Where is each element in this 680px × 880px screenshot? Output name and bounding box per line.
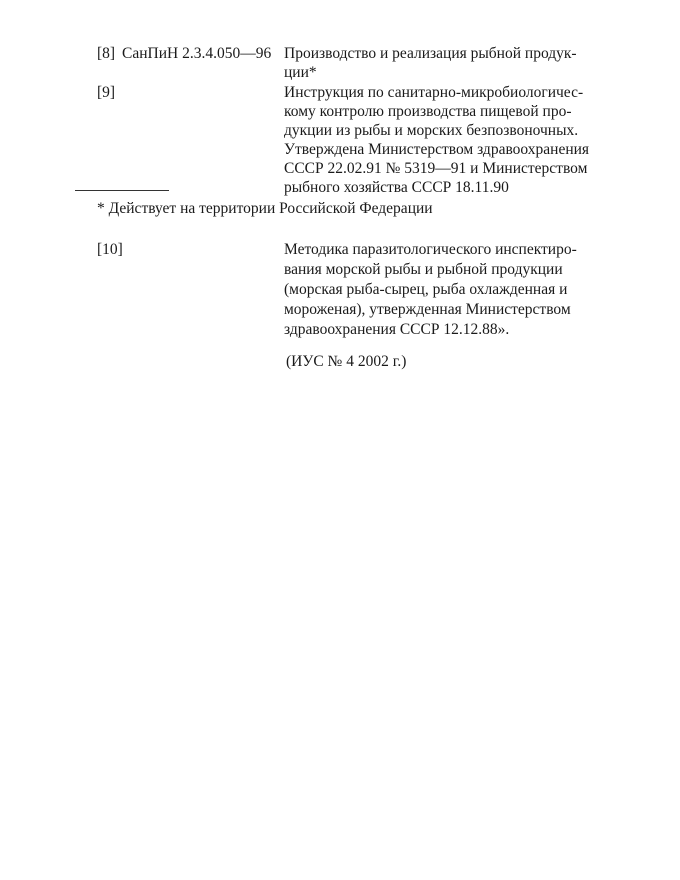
reference-number-8: [8] <box>97 45 116 62</box>
reference-text-10-line-5: здравоохранения СССР 12.12.88». <box>284 321 510 338</box>
reference-text-9-line-3: дукции из рыбы и морских безпозвоночных. <box>284 122 579 139</box>
reference-text-10-line-3: (морская рыба-сырец, рыба охлажденная и <box>284 281 568 298</box>
reference-text-10-line-4: мороженая), утвержденная Министерством <box>284 301 571 318</box>
reference-text-9-line-2: кому контролю производства пищевой про- <box>284 103 572 120</box>
reference-text-8-line-1: Производство и реализация рыбной продук- <box>284 45 577 62</box>
footnote-separator <box>75 190 169 191</box>
reference-text-8-line-2: ции* <box>284 64 317 81</box>
reference-number-9: [9] <box>97 84 116 101</box>
reference-text-9-line-6: рыбного хозяйства СССР 18.11.90 <box>284 179 509 196</box>
source-note: (ИУС № 4 2002 г.) <box>286 353 407 370</box>
reference-text-10-line-2: вания морской рыбы и рыбной продукции <box>284 261 563 278</box>
reference-text-10-line-1: Методика паразитологического инспектиро- <box>284 241 577 258</box>
reference-text-9-line-4: Утверждена Министерством здравоохранения <box>284 141 590 158</box>
reference-code-8: СанПиН 2.3.4.050—96 <box>122 45 272 62</box>
reference-number-10: [10] <box>97 241 123 258</box>
reference-text-9-line-5: СССР 22.02.91 № 5319—91 и Министерством <box>284 160 588 177</box>
reference-text-9-line-1: Инструкция по санитарно-микробиологичес- <box>284 84 584 101</box>
footnote: * Действует на территории Российской Федерации <box>97 200 433 217</box>
